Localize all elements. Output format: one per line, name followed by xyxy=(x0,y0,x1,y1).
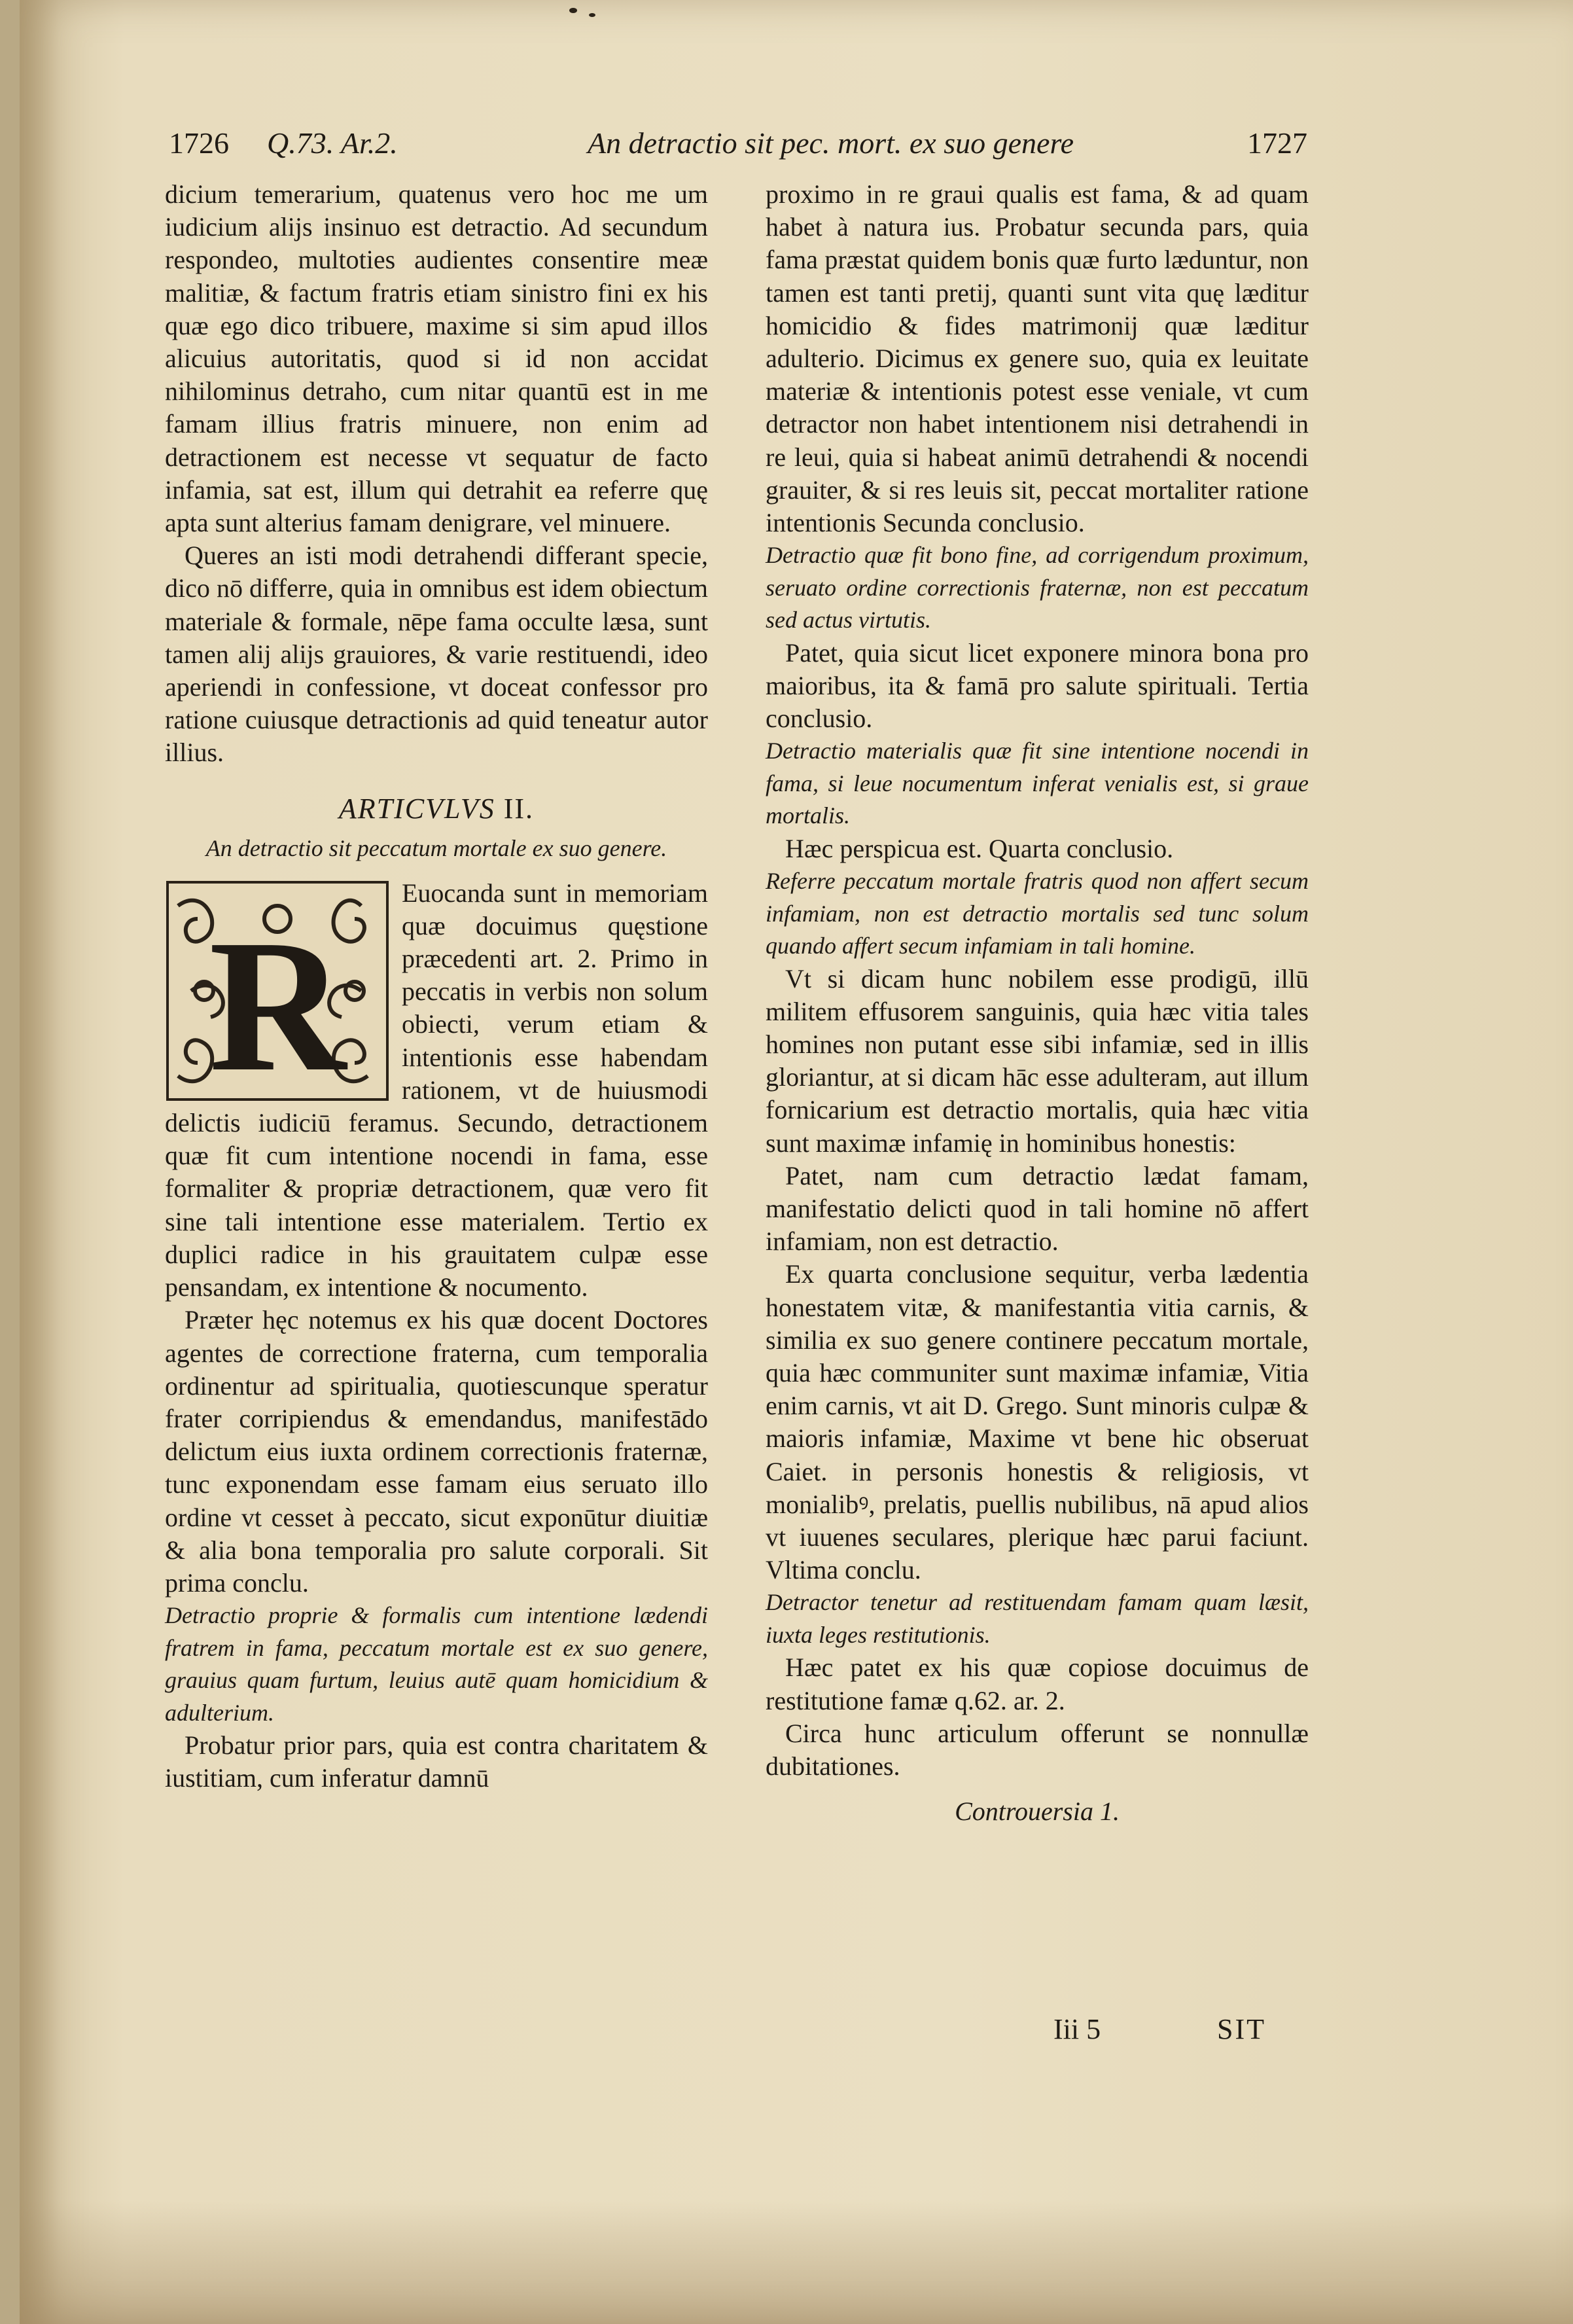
article-body xyxy=(165,877,708,1304)
paragraph: Præter hęc notemus ex his quæ docent Doctores agentes de correctione fraterna, cum temporalia ordinentur ad spiritualia, quotiescunque speratur frater corripiendus & emendandus, manifestādo delictum eius iuxta ordinem correctionis fraternæ, tunc exponendam esse famam eius seruato illo ordine vt cesset à peccato, sicut exponūtur diuitiæ & alia bona temporalia pro salute corporali. Sit prima conclu. xyxy=(165,1305,708,1598)
paragraph: dicium temerarium, quatenus vero hoc me um iudicium alijs insinuo est detractio. Ad secundum respondeo, multoties audientes consentire meæ malitiæ, & factum fratris etiam sinistro fini ex his quæ ego dico tribuere, maxime si sim apud illos alicuius autoritatis, quod si id non accidat nihilominus detraho, cum nitar quantū est in me famam illius fratris minuere, non enim ad detractionem est necesse vt sequatur de facto infamia, sat est, illum qui detrahit ea referre quę apta sunt alterius famam denigrare, vel minuere. xyxy=(165,179,708,538)
paragraph: Euocanda sunt in memoriam quæ docuimus quęstione præcedenti art. 2. Primo in peccatis in verbis non solum obiecti, verum etiam & intentionis esse habendam rationem, vt de huiusmodi delictis iudiciū feramus. Secundo, detractionem quæ fit cum intentione nocendi in fama, esse formaliter & propriæ detractionem, quæ vero fit sine tali intentione esse materialem. Tertio ex duplici radice in his grauitatem culpæ esse pensandam, ex intentione & nocumento. xyxy=(165,878,708,1302)
page-shadow xyxy=(20,2200,1573,2324)
conclusion-italic: Detractio quæ fit bono fine, ad corrigendum proximum, seruato ordine correctionis fraternæ, non est peccatum sed actus virtutis. xyxy=(766,542,1309,634)
conclusion-italic: Detractor tenetur ad restituendam famam quam læsit, iuxta leges restitutionis. xyxy=(766,1589,1309,1648)
ink-speck xyxy=(569,8,577,13)
question-reference: Q.73. Ar.2. xyxy=(267,126,398,160)
paragraph: Patet, nam cum detractio lædat famam, manifestatio delicti quod in tali homine nō affert infamiam, non est detractio. xyxy=(766,1160,1309,1257)
ink-speck xyxy=(589,13,595,17)
article-subtitle: An detractio sit peccatum mortale ex suo genere. xyxy=(205,834,667,861)
right-column xyxy=(766,178,1309,1831)
article-number: II. xyxy=(503,792,535,825)
running-header xyxy=(169,126,1307,171)
paragraph: proximo in re graui qualis est fama, & ad quam habet à natura ius. Probatur secunda pars, quia fama præstat quidem bonis quæ furto læduntur, non tamen est tanti pretij, quanti sunt vita quę læditur homicidio & fides matrimonij quæ læditur adulterio. Dicimus ex genere suo, quia ex leuitate materiæ & intentionis potest esse veniale, vt cum detractor non habet intentionem nisi detrahendi in re leui, quia si habeat animū detrahendi & nocendi grauiter, & si res leuis sit, peccat mortaliter ratione intentionis Secunda conclusio. xyxy=(766,179,1309,538)
conclusion-italic: Detractio materialis quæ fit sine intentione nocendi in fama, si leue nocumentum inferat venialis est, si graue mortalis. xyxy=(766,738,1309,829)
paragraph: Patet, quia sicut licet exponere minora bona pro maioribus, ita & famā pro salute spirituali. Tertia conclusio. xyxy=(766,637,1309,734)
paragraph: Ex quarta conclusione sequitur, verba lædentia honestatem vitæ, & manifestantia vitia carnis, & similia ex suo genere continere peccatum mortale, quia hæc communiter sunt maximæ infamiæ, Vitia enim carnis, vt ait D. Grego. Sunt minoris culpæ & maioris infamiæ, Maxime vt bene hic obseruat Caiet. in personis honestis & religiosis, vt monialibꝰ, prelatis, puellis nubilibus, nā apud alios vt iuuenes seculares, plerique hæc parui faciunt. Vltima conclu. xyxy=(766,1259,1309,1585)
paragraph: Hæc perspicua est. Quarta conclusio. xyxy=(785,833,1174,863)
paragraph: Queres an isti modi detrahendi differant specie, dico nō differre, quia in omnibus est idem obiectum materiale & formale, nēpe fama occulte læsa, sunt tamen alij alijs grauiores, & varie restituendi, ideo aperiendi in confessione, vt doceat confessor pro ratione cuiusque detractionis ad quid teneatur autor illius. xyxy=(165,541,708,768)
page-number-left: 1726 xyxy=(169,126,229,160)
svg-text:R: R xyxy=(209,900,346,1102)
article-word: ARTICVLVS xyxy=(338,792,495,825)
catchword: SIT xyxy=(1217,2013,1266,2045)
page-number-right: 1727 xyxy=(1247,126,1307,160)
signature-mark: Iii 5 xyxy=(1053,2013,1101,2045)
left-column xyxy=(165,178,708,1795)
paragraph: Circa hunc articulum offerunt se nonnullæ dubitationes. xyxy=(766,1718,1309,1781)
conclusion-italic: Detractio proprie & formalis cum intentione lædendi fratrem in fama, peccatum mortale est ex suo genere, grauius quam furtum, leuius autē quam homicidium & adulterium. xyxy=(165,1602,708,1726)
paragraph: Vt si dicam hunc nobilem esse prodigū, illū militem effusorem sanguinis, quia hæc vitia tales homines non putant esse sibi infamiæ, sed in illis gloriantur, at si dicam hāc esse adulteram, aut illum fornicarium est detractio mortalis, quia hæc vitia sunt maximæ infamię in hominibus honestis: xyxy=(766,963,1309,1158)
controversy-heading: Controuersia 1. xyxy=(955,1797,1120,1827)
paragraph: Probatur prior pars, quia est contra charitatem & iustitiam, cum inferatur damnū xyxy=(165,1730,708,1793)
paragraph: Hæc patet ex his quæ copiose docuimus de restitutione famæ q.62. ar. 2. xyxy=(766,1653,1309,1715)
running-title: An detractio sit pec. mort. ex suo genere xyxy=(588,126,1074,160)
ornamental-dropcap-icon xyxy=(165,880,390,1102)
book-page xyxy=(20,0,1573,2324)
conclusion-italic: Referre peccatum mortale fratris quod non affert secum infamiam, non est detractio mortalis sed tunc solum quando affert secum infamiam in tali homine. xyxy=(766,868,1309,959)
article-heading xyxy=(165,789,708,829)
